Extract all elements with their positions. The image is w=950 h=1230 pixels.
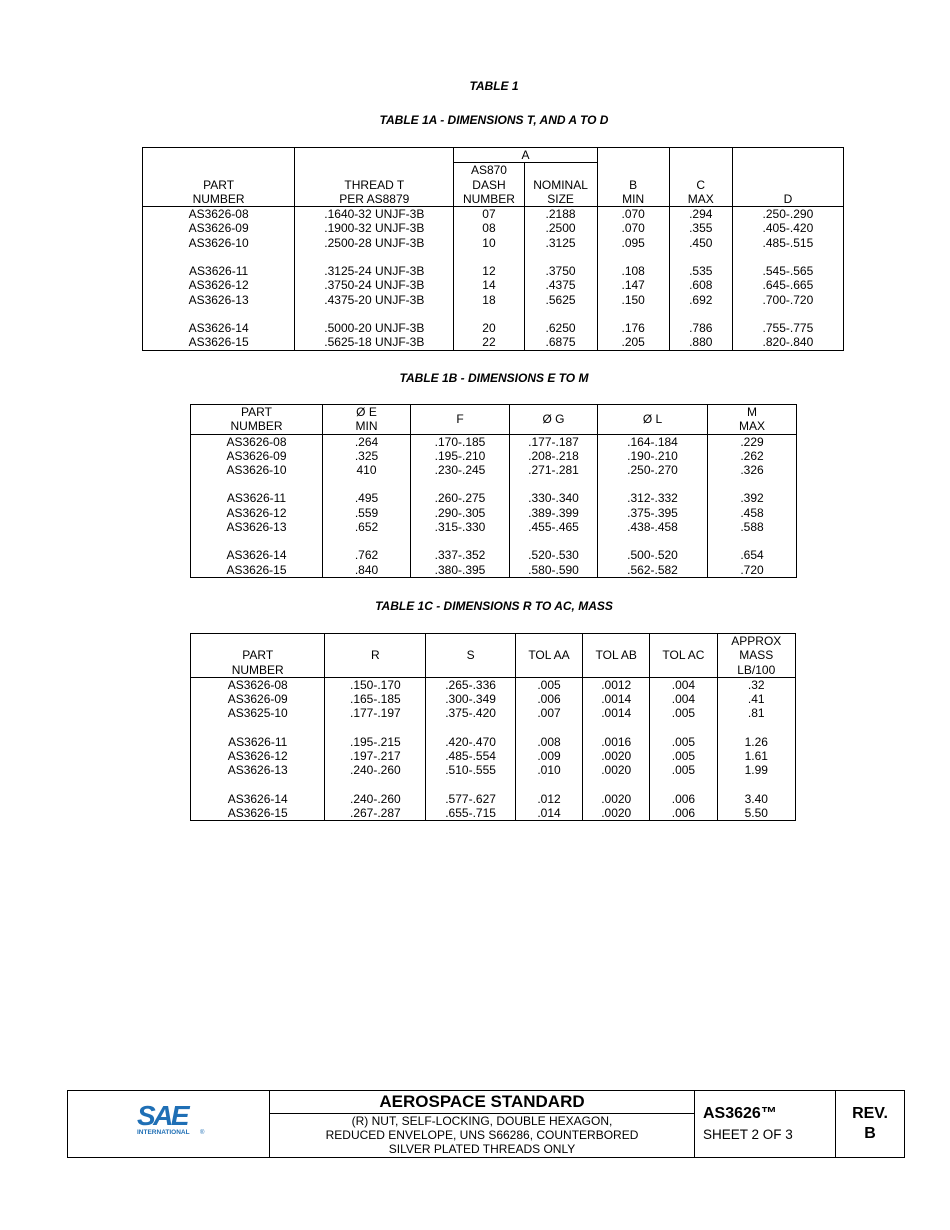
table-row: AS3626-15 .840 .380-.395 .580-.590 .562-.582 .720 [191,563,797,578]
table-row: AS3626-09 .325 .195-.210 .208-.218 .190-.210 .262 [191,449,797,463]
sheet-number: SHEET 2 OF 3 [703,1127,793,1142]
table-row: AS3626-13 .240-.260 .510-.555 .010 .0020 .005 1.99 [191,763,796,777]
row-spacer [143,307,844,321]
col-mass: APPROX MASS LB/100 [717,634,795,678]
table-1b-caption: TABLE 1B - DIMENSIONS E TO M [399,371,589,385]
col-b: B MIN [597,148,669,207]
table-row: AS3626-11 .495 .260-.275 .330-.340 .312-.332 .392 [191,491,797,505]
col-part-number: PART NUMBER [143,148,295,207]
table-row: AS3626-15 .267-.287 .655-.715 .014 .0020 .006 5.50 [191,806,796,821]
table-row: AS3626-10 .2500-28 UNJF-3B 10 .3125 .095 .450 .485-.515 [143,236,844,250]
col-c: C MAX [669,148,732,207]
table-row: AS3626-14 .240-.260 .577-.627 .012 .0020 .006 3.40 [191,792,796,806]
table-1a [142,147,844,351]
document-number: AS3626™ [703,1105,777,1122]
standard-title: AEROSPACE STANDARD [270,1091,694,1114]
document-description: (R) NUT, SELF-LOCKING, DOUBLE HEXAGON, REDUCED ENVELOPE, UNS S66286, COUNTERBORED SILVER PLATED THREADS ONLY [325,1114,639,1156]
table-1b [190,404,797,578]
row-spacer [191,477,797,491]
revision-cell [836,1091,904,1157]
col-tol-ac: TOL AC [650,634,717,678]
document-number-cell [695,1091,836,1157]
table-row: AS3626-15 .5625-18 UNJF-3B 22 .6875 .205 .880 .820-.840 [143,335,844,350]
sae-logo-mark: SAE [137,1101,188,1131]
table-1a-caption: TABLE 1A - DIMENSIONS T, AND A TO D [379,113,609,127]
table-row: AS3626-13 .652 .315-.330 .455-.465 .438-.458 .588 [191,520,797,534]
table-row: AS3626-08 .1640-32 UNJF-3B 07 .2188 .070 .294 .250-.290 [143,207,844,222]
table-row: AS3626-09 .165-.185 .300-.349 .006 .0014 .004 .41 [191,692,796,706]
table-row: AS3626-11 .195-.215 .420-.470 .008 .0016 .005 1.26 [191,735,796,749]
row-spacer [191,778,796,792]
col-nominal-size: NOMINAL SIZE [524,163,597,207]
table-row: AS3626-13 .4375-20 UNJF-3B 18 .5625 .150 .692 .700-.720 [143,293,844,307]
col-s: S [426,634,516,678]
col-e: Ø E MIN [323,405,411,435]
sae-logo [136,1101,206,1137]
col-group-a: A [454,148,597,163]
table-1c [190,633,796,821]
row-spacer [191,721,796,735]
col-l: Ø L [598,405,708,435]
sae-logo-registered: ® [200,1130,205,1136]
table-row: AS3626-14 .762 .337-.352 .520-.530 .500-.520 .654 [191,548,797,562]
table-row: AS3626-09 .1900-32 UNJF-3B 08 .2500 .070 .355 .405-.420 [143,221,844,235]
title-block [67,1090,905,1158]
row-spacer [191,534,797,548]
col-thread: THREAD T PER AS8879 [295,148,454,207]
col-part-number: PART NUMBER [191,405,323,435]
sae-logo-subtext: INTERNATIONAL [137,1129,190,1136]
table-row: AS3626-11 .3125-24 UNJF-3B 12 .3750 .108 .535 .545-.565 [143,264,844,278]
description-cell [270,1091,695,1157]
table-row: AS3626-14 .5000-20 UNJF-3B 20 .6250 .176 .786 .755-.775 [143,321,844,335]
col-dash-number: AS870 DASH NUMBER [454,163,524,207]
table-row: AS3626-08 .150-.170 .265-.336 .005 .0012 .004 .32 [191,677,796,692]
col-r: R [325,634,426,678]
row-spacer [143,250,844,264]
table-row: AS3625-10 .177-.197 .375-.420 .007 .0014 .005 .81 [191,706,796,720]
col-f: F [411,405,510,435]
table-heading: TABLE 1 [469,79,519,93]
revision: REV. B [852,1105,888,1142]
col-tol-aa: TOL AA [515,634,582,678]
table-row: AS3626-12 .559 .290-.305 .389-.399 .375-.395 .458 [191,506,797,520]
table-1c-caption: TABLE 1C - DIMENSIONS R TO AC, MASS [375,599,613,613]
col-g: Ø G [510,405,598,435]
col-part-number: PART NUMBER [191,634,325,678]
table-row: AS3626-12 .197-.217 .485-.554 .009 .0020 .005 1.61 [191,749,796,763]
col-tol-ab: TOL AB [583,634,650,678]
col-m: M MAX [708,405,797,435]
logo-cell [68,1091,270,1157]
table-row: AS3626-08 .264 .170-.185 .177-.187 .164-.184 .229 [191,434,797,449]
table-row: AS3626-10 410 .230-.245 .271-.281 .250-.270 .326 [191,463,797,477]
col-d: D [732,148,843,207]
table-row: AS3626-12 .3750-24 UNJF-3B 14 .4375 .147 .608 .645-.665 [143,278,844,292]
